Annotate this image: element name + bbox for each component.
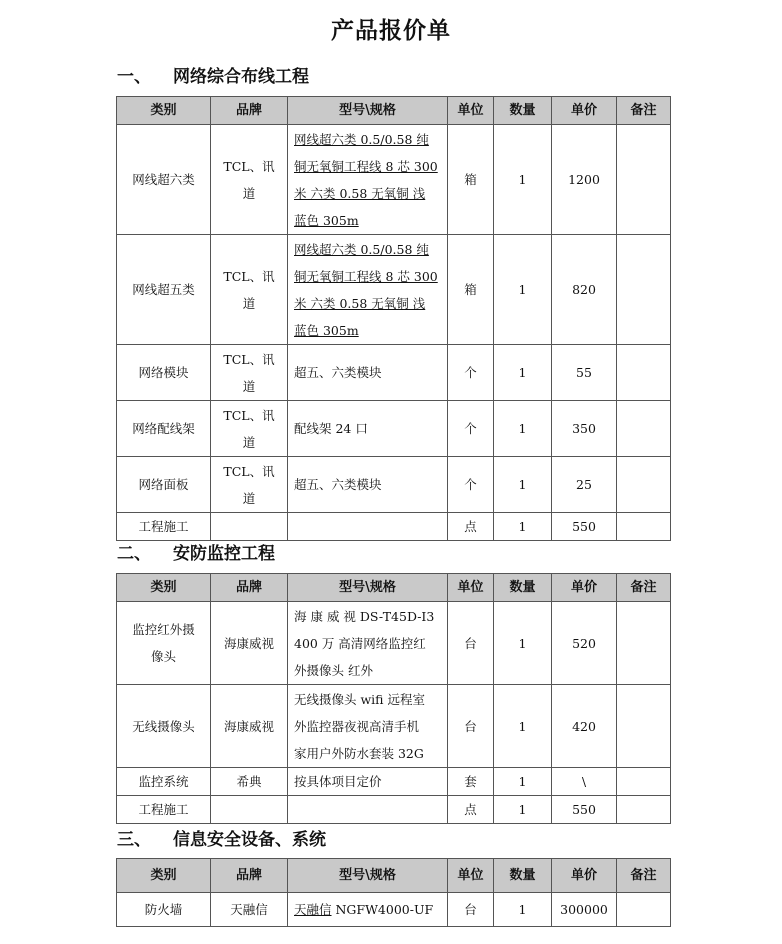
unit-cell: 套 [448,768,494,796]
category-cell: 工程施工 [117,796,211,824]
note-cell [617,125,671,235]
cell-text-line: 道 [242,490,256,506]
section-heading-network [117,62,309,87]
table-header-row [117,859,671,893]
table-header-row [117,97,671,125]
cell-text-line: 蓝色 305m [294,322,359,338]
unit-cell: 个 [448,401,494,457]
column-header: 类别 [117,574,211,602]
note-cell [617,235,671,345]
quote-table-network [116,96,671,541]
unit-cell: 个 [448,345,494,401]
spec-cell [288,125,448,235]
brand-cell: 希典 [211,768,288,796]
column-header: 单位 [448,859,494,893]
section-heading-security-monitoring [117,539,275,564]
cell-text-line: 米 六类 0.58 无氧铜 浅 [294,295,426,311]
table-row [117,235,671,345]
column-header: 数量 [494,574,552,602]
column-header: 数量 [494,97,552,125]
qty-cell: 1 [494,685,552,768]
section-number: 一、 [117,67,151,87]
price-cell: 520 [552,602,617,685]
price-cell: 550 [552,796,617,824]
note-cell [617,513,671,541]
unit-cell: 箱 [448,235,494,345]
spec-cell: 超五、六类模块 [288,345,448,401]
cell-text-line: 道 [242,295,256,311]
note-cell [617,768,671,796]
column-header: 类别 [117,859,211,893]
table-row [117,345,671,401]
category-cell: 监控系统 [117,768,211,796]
category-cell: 网络面板 [117,457,211,513]
brand-cell [211,796,288,824]
category-cell: 网络配线架 [117,401,211,457]
note-cell [617,685,671,768]
column-header: 品牌 [211,574,288,602]
note-cell [617,345,671,401]
note-cell [617,893,671,927]
column-header: 单价 [552,859,617,893]
brand-cell: 海康威视 [211,685,288,768]
note-cell [617,457,671,513]
note-cell [617,602,671,685]
qty-cell: 1 [494,796,552,824]
cell-text-line: TCL、讯 [223,407,275,423]
section-title: 安防监控工程 [173,544,275,564]
price-cell: 550 [552,513,617,541]
cell-text-line: 道 [242,434,256,450]
category-cell: 工程施工 [117,513,211,541]
column-header: 数量 [494,859,552,893]
table-row [117,685,671,768]
quote-table-monitoring [116,573,671,824]
brand-cell: 海康威视 [211,602,288,685]
table-row [117,125,671,235]
spec-cell: 按具体项目定价 [288,768,448,796]
unit-cell: 点 [448,796,494,824]
price-cell: 820 [552,235,617,345]
qty-cell: 1 [494,457,552,513]
spec-cell [288,235,448,345]
table-header-row [117,574,671,602]
spec-cell [288,796,448,824]
brand-cell [211,457,288,513]
price-cell: \ [552,768,617,796]
cell-text-line: 家用户外防水套装 32G [294,745,424,761]
category-cell: 网线超五类 [117,235,211,345]
cell-text-line: TCL、讯 [223,268,275,284]
cell-text-line: TCL、讯 [223,351,275,367]
column-header: 型号\规格 [288,859,448,893]
cell-text-line: 道 [242,185,256,201]
table-row [117,602,671,685]
qty-cell: 1 [494,345,552,401]
column-header: 型号\规格 [288,97,448,125]
category-cell: 网络模块 [117,345,211,401]
cell-text-line: 米 六类 0.58 无氧铜 浅 [294,185,426,201]
cell-text-line: 外监控器夜视高清手机 [294,718,420,734]
category-cell: 网线超六类 [117,125,211,235]
spec-cell [288,602,448,685]
section-title: 信息安全设备、系统 [173,830,326,850]
table-row [117,457,671,513]
unit-cell: 台 [448,602,494,685]
cell-text-line: 海 康 威 视 DS-T45D-I3 [294,608,435,624]
cell-text-line: 网线超六类 0.5/0.58 纯 [294,131,429,147]
brand-cell [211,513,288,541]
spec-cell [288,893,448,927]
table-row [117,796,671,824]
cell-text-line: 蓝色 305m [294,212,359,228]
spec-cell [288,513,448,541]
column-header: 备注 [617,574,671,602]
note-cell [617,796,671,824]
category-cell [117,602,211,685]
brand-cell: 天融信 [211,893,288,927]
spec-cell: 超五、六类模块 [288,457,448,513]
unit-cell: 个 [448,457,494,513]
category-cell: 防火墙 [117,893,211,927]
qty-cell: 1 [494,401,552,457]
price-cell: 350 [552,401,617,457]
section-number: 二、 [117,544,151,564]
cell-text-line: TCL、讯 [223,463,275,479]
section-title: 网络综合布线工程 [173,67,309,87]
cell-text-line: 道 [242,378,256,394]
column-header: 备注 [617,859,671,893]
column-header: 类别 [117,97,211,125]
cell-text-line: 铜无氧铜工程线 8 芯 300 [294,158,438,174]
column-header: 品牌 [211,97,288,125]
quote-table-info-security [116,858,671,927]
qty-cell: 1 [494,513,552,541]
unit-cell: 箱 [448,125,494,235]
column-header: 品牌 [211,859,288,893]
table-row [117,893,671,927]
column-header: 单价 [552,574,617,602]
price-cell: 25 [552,457,617,513]
price-cell: 420 [552,685,617,768]
unit-cell: 台 [448,893,494,927]
table-row [117,401,671,457]
qty-cell: 1 [494,768,552,796]
qty-cell: 1 [494,893,552,927]
brand-cell [211,125,288,235]
brand-cell [211,235,288,345]
unit-cell: 点 [448,513,494,541]
price-cell: 1200 [552,125,617,235]
section-number: 三、 [117,830,151,850]
cell-text-line: 像头 [150,649,176,664]
cell-text-line: 天融信 NGFW4000-UF [294,902,434,917]
note-cell [617,401,671,457]
column-header: 型号\规格 [288,574,448,602]
spec-cell: 配线架 24 口 [288,401,448,457]
spec-cell [288,685,448,768]
qty-cell: 1 [494,602,552,685]
section-heading-info-security [117,825,326,850]
cell-text-line: 铜无氧铜工程线 8 芯 300 [294,268,438,284]
column-header: 单价 [552,97,617,125]
page-title: 产品报价单 [331,18,451,44]
column-header: 单位 [448,574,494,602]
cell-text-line: 监控红外摄 [132,622,195,637]
cell-text-line: 网线超六类 0.5/0.58 纯 [294,241,429,257]
cell-text-line: 400 万 高清网络监控红 [294,635,426,651]
qty-cell: 1 [494,125,552,235]
table-row [117,768,671,796]
category-cell: 无线摄像头 [117,685,211,768]
cell-text-line: TCL、讯 [223,158,275,174]
column-header: 单位 [448,97,494,125]
cell-text-line: 外摄像头 红外 [294,662,373,678]
column-header: 备注 [617,97,671,125]
qty-cell: 1 [494,235,552,345]
unit-cell: 台 [448,685,494,768]
table-row [117,513,671,541]
cell-text-line: 无线摄像头 wifi 远程室 [294,691,425,707]
brand-cell [211,345,288,401]
price-cell: 300000 [552,893,617,927]
price-cell: 55 [552,345,617,401]
brand-cell [211,401,288,457]
